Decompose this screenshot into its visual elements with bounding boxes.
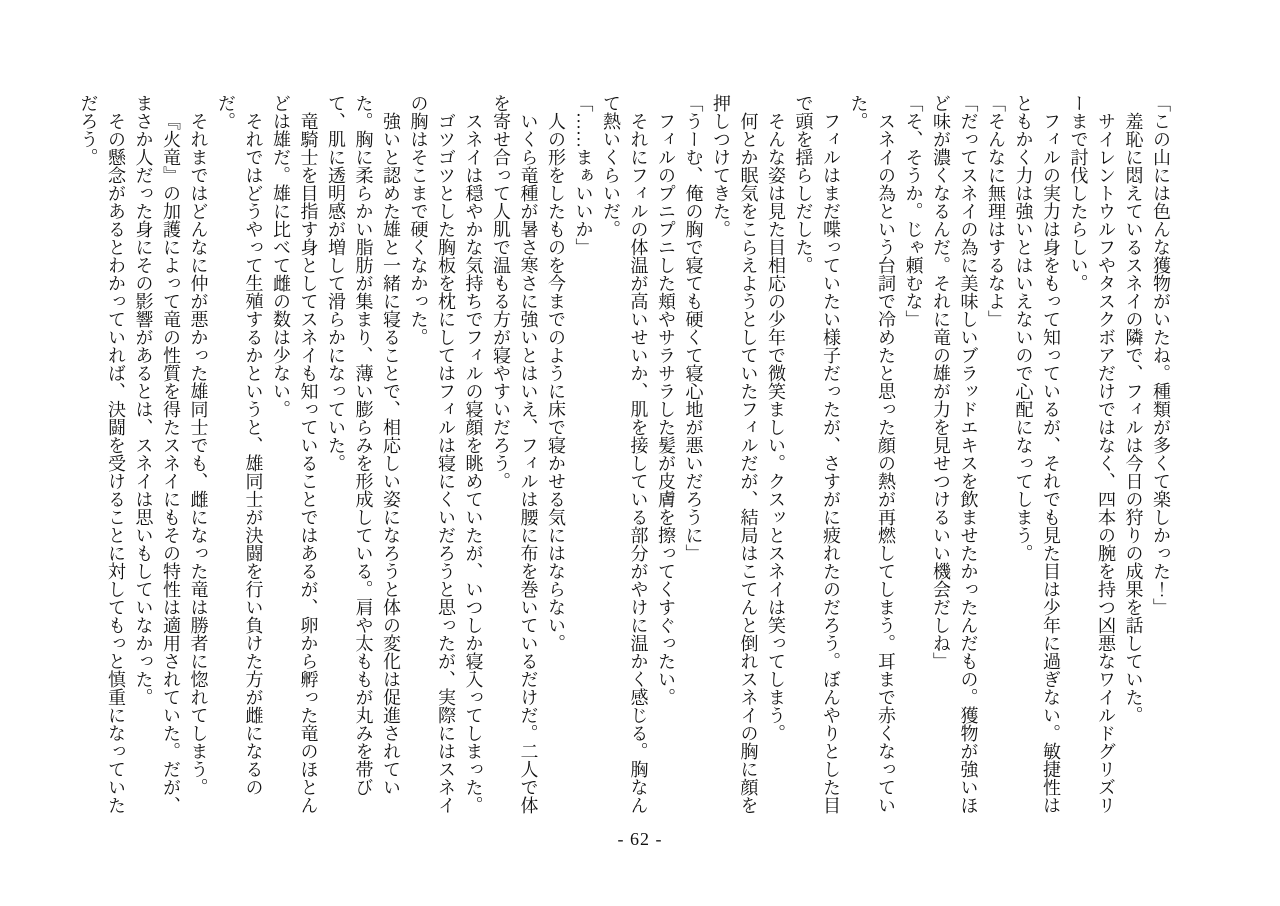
page-number: - 62 - (617, 829, 663, 849)
paragraph-dialogue: 「そんなに無理はするなよ」 (986, 94, 1006, 328)
paragraph: それまではどんなに仲が悪かった雄同士でも、雌になった竜は勝者に惚れてしまう。 (188, 112, 209, 796)
paragraph: ゴツゴツとした胸板を枕にしてはフィルは寝にくいだろうと思ったが、実際にはスネイの胸はそこまで硬くなかった。 (408, 94, 456, 814)
paragraph: 『火竜』の加護によって竜の性質を得たスネイにもその特性は適用されていた。だが、まさか人だった身にその影響があるとは、スネイは思いもしていなかった。 (133, 94, 181, 814)
paragraph: フィルの実力は身をもって知っているが、それでも見た目は少年に過ぎない。敏捷性はともかく力は強いとはいえないので心配になってしまう。 (1013, 94, 1061, 814)
paragraph-dialogue: 「だってスネイの為に美味しいブラッドエキスを飲ませたかったんだもの。獲物が強いほど味が濃くなるんだ。それに竜の雄が力を見せつけるいい機会だしね」 (931, 94, 979, 814)
paragraph: それではどうやって生殖するかというと、雄同士が決闘を行い負けた方が雌になるのだ。 (216, 94, 264, 796)
paragraph: スネイは穏やかな気持ちでフィルの寝顔を眺めていたが、いつしか寝入ってしまった。 (463, 112, 484, 814)
paragraph: 人の形をしたものを今までのように床で寝かせる気にはならない。 (546, 112, 566, 652)
paragraph: 羞恥に悶えているスネイの隣で、フィルは今日の狩りの成果を話していた。 (1123, 112, 1144, 724)
paragraph: そんな姿は見た目相応の少年で微笑ましい。クスッとスネイは笑ってしまう。 (766, 112, 786, 742)
paragraph: いくら竜種が暑さ寒さに強いとはいえ、フィルは腰に布を巻いているだけだ。二人で体を寄せ合って人肌で温もる方が寝やすいだろう。 (491, 94, 539, 814)
paragraph: フィルはまだ喋っていたい様子だったが、さすがに疲れたのだろう。ぼんやりとした目で頭を揺らしだした。 (793, 94, 841, 814)
paragraph: フィルのプニプニした頬やサラサラした髪が皮膚を擦ってくすぐったい。 (656, 112, 676, 706)
paragraph: それにフィルの体温が高いせいか、肌を接している部分がやけに温かく感じる。胸なんて熱いくらいだ。 (601, 94, 649, 814)
paragraph-dialogue: 「そ、そうか。じゃ頼むな」 (903, 94, 924, 328)
paragraph: サイレントウルフやタスクボアだけではなく、四本の腕を持つ凶悪なワイルドグリズリーまで討伐したらしい。 (1068, 94, 1116, 814)
novel-text-block (74, 94, 1174, 820)
paragraph: その懸念があるとわかっていれば、決闘を受けることに対してもっと慎重になっていただろう。 (78, 94, 126, 814)
paragraph-dialogue: 「……まぁいいか」 (573, 94, 594, 256)
paragraph: 何とか眠気をこらえようとしていたフィルだが、結局はこてんと倒れスネイの胸に顔を押しつけてきた。 (711, 94, 759, 814)
paragraph: 強いと認めた雄と一緒に寝ることで、相応しい姿になろうと体の変化は促進されていた。胸に柔らかい脂肪が集まり、薄い膨らみを形成している。肩や太ももが丸みを帯びて、肌に透明感が増して滑らかになっていた。 (326, 94, 401, 796)
paragraph-dialogue: 「この山には色んな獲物がいたね。種類が多くて楽しかった！」 (1151, 94, 1171, 616)
paragraph: スネイの為という台詞で冷めたと思った顔の熱が再燃してしまう。耳まで赤くなっていた。 (848, 94, 896, 814)
paragraph-dialogue: 「うーむ、俺の胸で寝ても硬くて寝心地が悪いだろうに」 (683, 94, 704, 562)
paragraph: 竜騎士を目指す身としてスネイも知っていることではあるが、卵から孵った竜のほとんどは雄だ。雄に比べて雌の数は少ない。 (271, 94, 319, 814)
